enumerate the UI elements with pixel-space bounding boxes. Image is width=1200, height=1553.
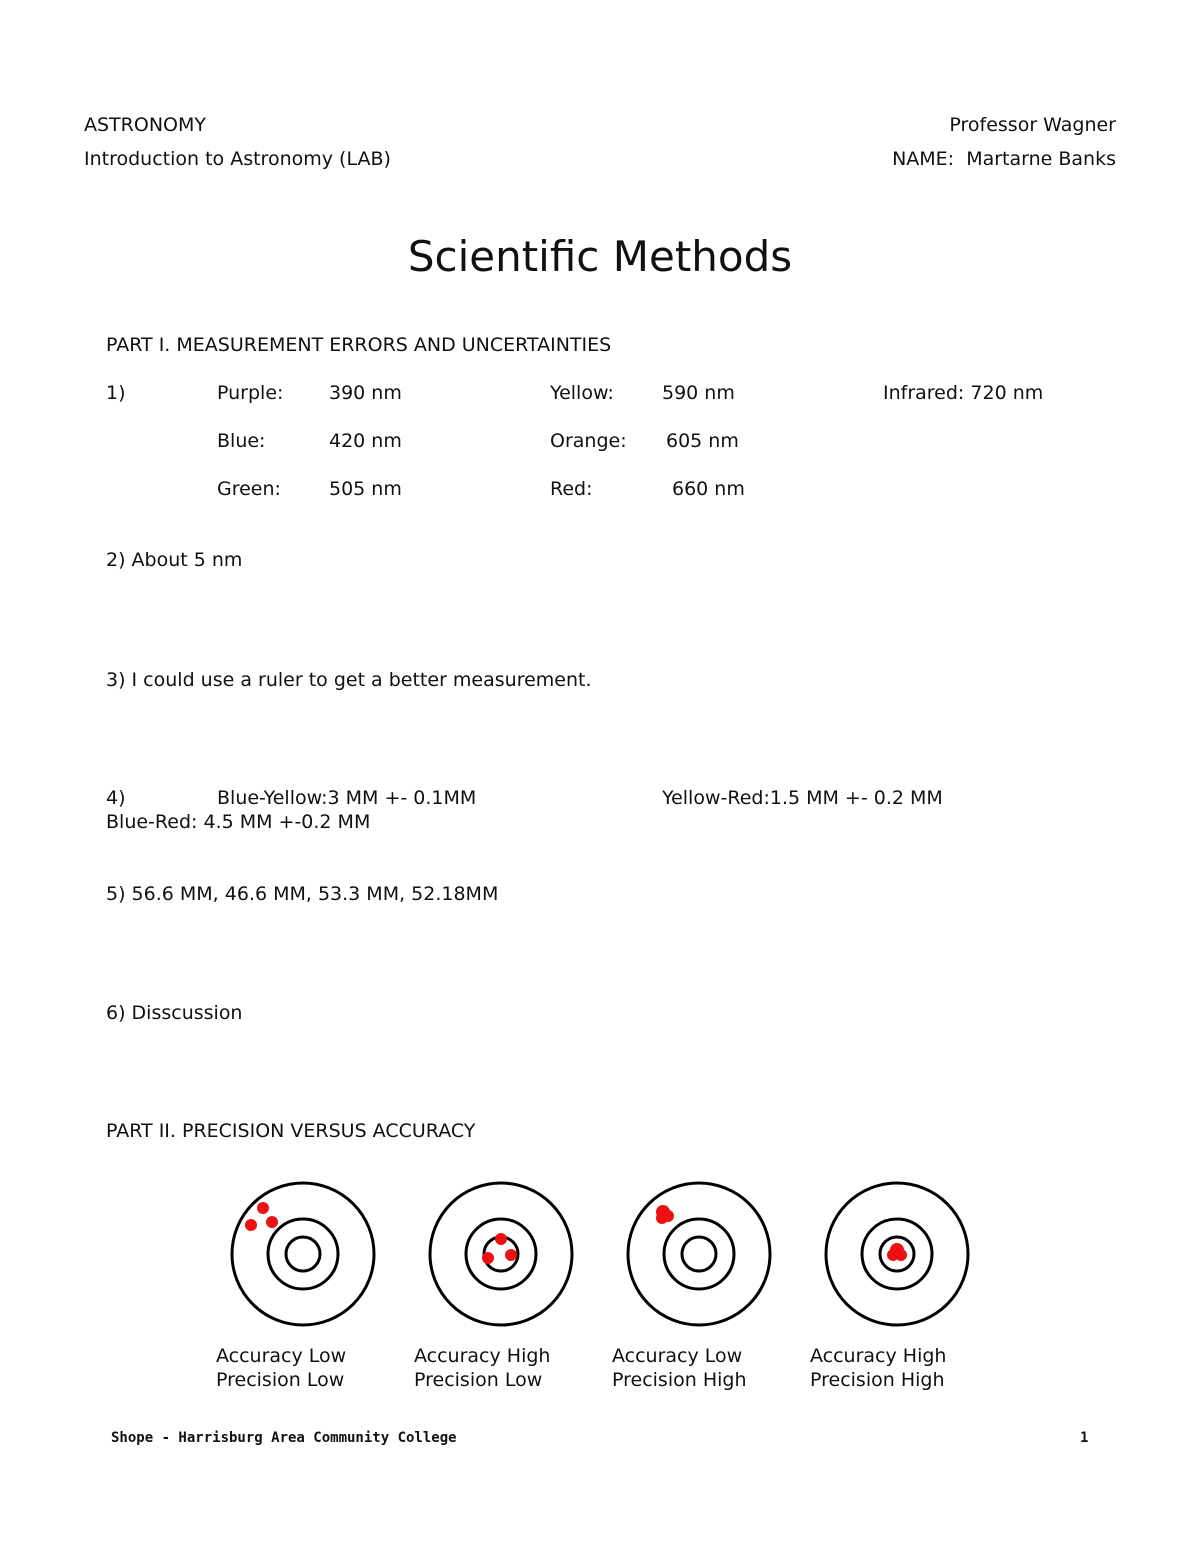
- target-middle-ring: [664, 1219, 734, 1289]
- q4-blue-yellow: Blue-Yellow:3 MM +- 0.1MM: [217, 787, 477, 809]
- target-outer-ring: [232, 1183, 374, 1325]
- q1-number: 1): [106, 382, 126, 404]
- color-label-infrared: Infrared:: [883, 382, 965, 404]
- course-title: Introduction to Astronomy (LAB): [84, 148, 391, 170]
- target-3-caption: [612, 1344, 746, 1392]
- q3-answer: 3) I could use a ruler to get a better measurement.: [106, 669, 592, 691]
- target-hit: [495, 1233, 507, 1245]
- target-accuracy-high-precision-low: [428, 1181, 574, 1327]
- target-2-accuracy: Accuracy High: [414, 1345, 551, 1367]
- target-hit: [895, 1249, 907, 1261]
- color-value-orange: 605 nm: [666, 430, 739, 452]
- target-middle-ring: [268, 1219, 338, 1289]
- target-hit: [245, 1219, 257, 1231]
- target-2-precision: Precision Low: [414, 1369, 543, 1391]
- name-value: Martarne Banks: [966, 148, 1116, 170]
- q4-blue-red: Blue-Red: 4.5 MM +-0.2 MM: [106, 811, 371, 833]
- color-label-orange: Orange:: [550, 430, 627, 452]
- target-accuracy-low-precision-low: [230, 1181, 376, 1327]
- name-label: NAME:: [892, 148, 955, 170]
- target-hit: [482, 1252, 494, 1264]
- target-hit: [505, 1249, 517, 1261]
- student-name-line: [892, 150, 1116, 169]
- q5-answer: 5) 56.6 MM, 46.6 MM, 53.3 MM, 52.18MM: [106, 883, 499, 905]
- target-outer-ring: [430, 1183, 572, 1325]
- target-accuracy-low-precision-high: [626, 1181, 772, 1327]
- target-1-diagram: [230, 1181, 376, 1327]
- color-label-purple: Purple:: [217, 382, 284, 404]
- color-value-purple: 390 nm: [329, 382, 402, 404]
- target-1-caption: [216, 1344, 346, 1392]
- color-label-green: Green:: [217, 478, 281, 500]
- color-label-yellow: Yellow:: [550, 382, 614, 404]
- course-name: ASTRONOMY: [84, 114, 206, 136]
- target-4-diagram: [824, 1181, 970, 1327]
- target-1-precision: Precision Low: [216, 1369, 345, 1391]
- target-4-precision: Precision High: [810, 1369, 945, 1391]
- target-hit: [257, 1202, 269, 1214]
- target-3-precision: Precision High: [612, 1369, 747, 1391]
- color-label-blue: Blue:: [217, 430, 266, 452]
- page-number: 1: [1080, 1430, 1089, 1446]
- q4-number: 4): [106, 787, 126, 809]
- footer-source: Shope - Harrisburg Area Community College: [111, 1430, 457, 1446]
- target-1-accuracy: Accuracy Low: [216, 1345, 347, 1367]
- target-4-caption: [810, 1344, 946, 1392]
- color-value-blue: 420 nm: [329, 430, 402, 452]
- color-infrared: [883, 384, 1043, 403]
- q4-yellow-red: Yellow-Red:1.5 MM +- 0.2 MM: [662, 787, 943, 809]
- color-label-red: Red:: [550, 478, 593, 500]
- target-inner-ring: [682, 1237, 716, 1271]
- page-title: Scientific Methods: [407, 232, 793, 281]
- target-outer-ring: [628, 1183, 770, 1325]
- target-middle-ring: [466, 1219, 536, 1289]
- target-2-diagram: [428, 1181, 574, 1327]
- color-value-green: 505 nm: [329, 478, 402, 500]
- professor-name: Professor Wagner: [949, 114, 1116, 136]
- target-4-accuracy: Accuracy High: [810, 1345, 947, 1367]
- color-value-red: 660 nm: [672, 478, 745, 500]
- color-value-infrared: 720 nm: [970, 382, 1044, 404]
- q2-answer: 2) About 5 nm: [106, 549, 243, 571]
- target-accuracy-high-precision-high: [824, 1181, 970, 1327]
- target-hit: [266, 1216, 278, 1228]
- part2-heading: PART II. PRECISION VERSUS ACCURACY: [106, 1120, 476, 1142]
- target-2-caption: [414, 1344, 550, 1392]
- target-hit: [656, 1212, 668, 1224]
- part1-heading: PART I. MEASUREMENT ERRORS AND UNCERTAINTIES: [106, 334, 612, 356]
- target-inner-ring: [286, 1237, 320, 1271]
- target-3-accuracy: Accuracy Low: [612, 1345, 743, 1367]
- target-3-diagram: [626, 1181, 772, 1327]
- color-value-yellow: 590 nm: [662, 382, 735, 404]
- q6-answer: 6) Disscussion: [106, 1002, 243, 1024]
